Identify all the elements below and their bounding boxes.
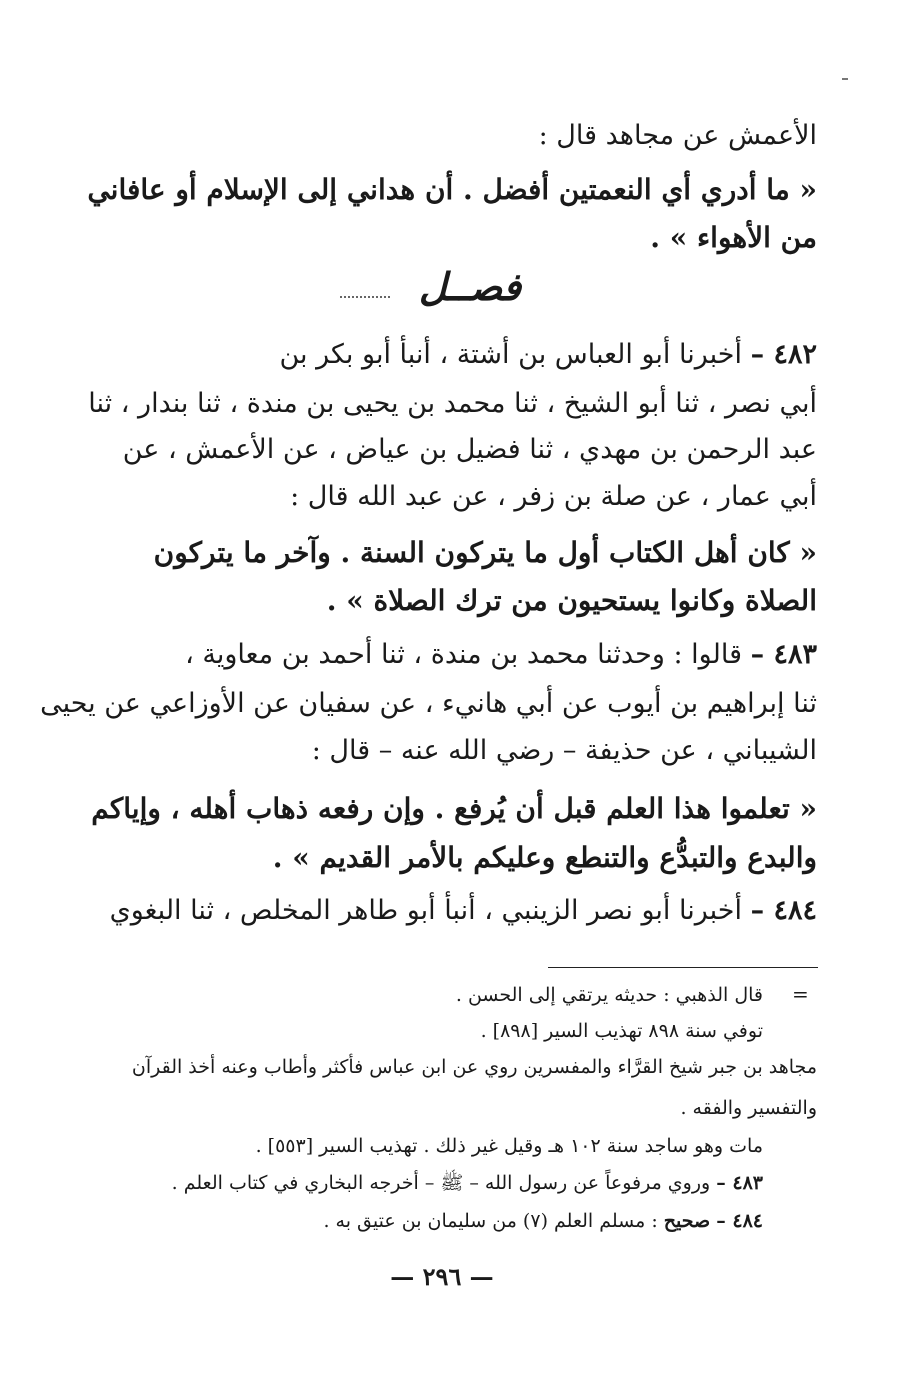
section-heading: فصــل: [418, 264, 522, 309]
hadith-482-line-2: أبي نصر ، ثنا أبو الشيخ ، ثنا محمد بن يحيى بن مندة ، ثنا بندار ، ثنا: [88, 388, 817, 419]
quote-482-line-2: الصلاة وكانوا يستحيون من ترك الصلاة » .: [326, 584, 817, 617]
footnote-line-5: مات وهو ساجد سنة ١٠٢ هـ وقيل غير ذلك . تهذيب السير [٥٥٣] .: [255, 1135, 763, 1157]
hadith-483-line-1: [185, 637, 817, 677]
text-line-1: الأعمش عن مجاهد قال :: [538, 120, 817, 151]
footnote-line-2: توفي سنة ٨٩٨ تهذيب السير [٨٩٨] .: [480, 1020, 763, 1042]
quote-482-line-1: « كان أهل الكتاب أول ما يتركون السنة . وآخر ما يتركون: [153, 536, 817, 569]
quote-line-1: « ما أدري أي النعمتين أفضل . أن هداني إلى الإسلام أو عافاني: [87, 173, 817, 206]
margin-mark: [842, 78, 848, 80]
footnote-483: [172, 1170, 763, 1200]
hadith-number-484: ٤٨٤ –: [750, 895, 817, 926]
footnote-separator: [548, 967, 818, 968]
heading-ornament: [340, 296, 390, 300]
hadith-483-line-2: ثنا إبراهيم بن أيوب عن أبي هانيء ، عن سفيان عن الأوزاعي عن يحيى: [40, 688, 817, 719]
hadith-483-line-3: الشيباني ، عن حذيفة – رضي الله عنه – قال :: [311, 735, 817, 766]
footnote-484: [323, 1208, 763, 1238]
footnote-line-4: والتفسير والفقه .: [680, 1097, 817, 1119]
footnote-line-1: قال الذهبي : حديثه يرتقي إلى الحسن .: [455, 984, 763, 1006]
footnote-number-484: ٤٨٤ –: [716, 1210, 763, 1232]
hadith-484-text: أخبرنا أبو نصر الزينبي ، أنبأ أبو طاهر المخلص ، ثنا البغوي: [109, 895, 742, 926]
footnote-continuation-mark: =: [792, 982, 809, 1006]
footnote-484-text: : مسلم العلم (٧) من سليمان بن عتيق به .: [323, 1210, 658, 1232]
hadith-484-line-1: [110, 893, 817, 933]
quote-line-2: من الأهواء » .: [650, 221, 817, 254]
hadith-482-line-3: عبد الرحمن بن مهدي ، ثنا فضيل بن عياض ، عن الأعمش ، عن: [122, 434, 817, 465]
hadith-483-text: قالوا : وحدثنا محمد بن مندة ، ثنا أحمد بن معاوية ،: [185, 639, 742, 670]
grading-label: صحيح: [663, 1210, 711, 1232]
footnote-line-3: مجاهد بن جبر شيخ القرَّاء والمفسرين روي عن ابن عباس فأكثر وأطاب وعنه أخذ القرآن: [131, 1056, 817, 1078]
hadith-number-482: ٤٨٢ –: [750, 339, 817, 370]
footnote-number-483: ٤٨٣ –: [716, 1172, 763, 1194]
quote-483-line-2: والبدع والتبدُّع والتنطع وعليكم بالأمر القديم » .: [272, 841, 817, 874]
hadith-482-line-1: [279, 337, 817, 377]
page-number: — ٢٩٦ —: [390, 1262, 494, 1291]
hadith-482-line-4: أبي عمار ، عن صلة بن زفر ، عن عبد الله قال :: [290, 481, 817, 512]
footnote-483-text: وروي مرفوعاً عن رسول الله – ﷺ – أخرجه البخاري في كتاب العلم .: [171, 1172, 711, 1194]
quote-483-line-1: « تعلموا هذا العلم قبل أن يُرفع . وإن رفعه ذهاب أهله ، وإياكم: [91, 792, 817, 825]
hadith-number-483: ٤٨٣ –: [750, 639, 817, 670]
hadith-482-text: أخبرنا أبو العباس بن أشتة ، أنبأ أبو بكر بن: [279, 339, 742, 370]
